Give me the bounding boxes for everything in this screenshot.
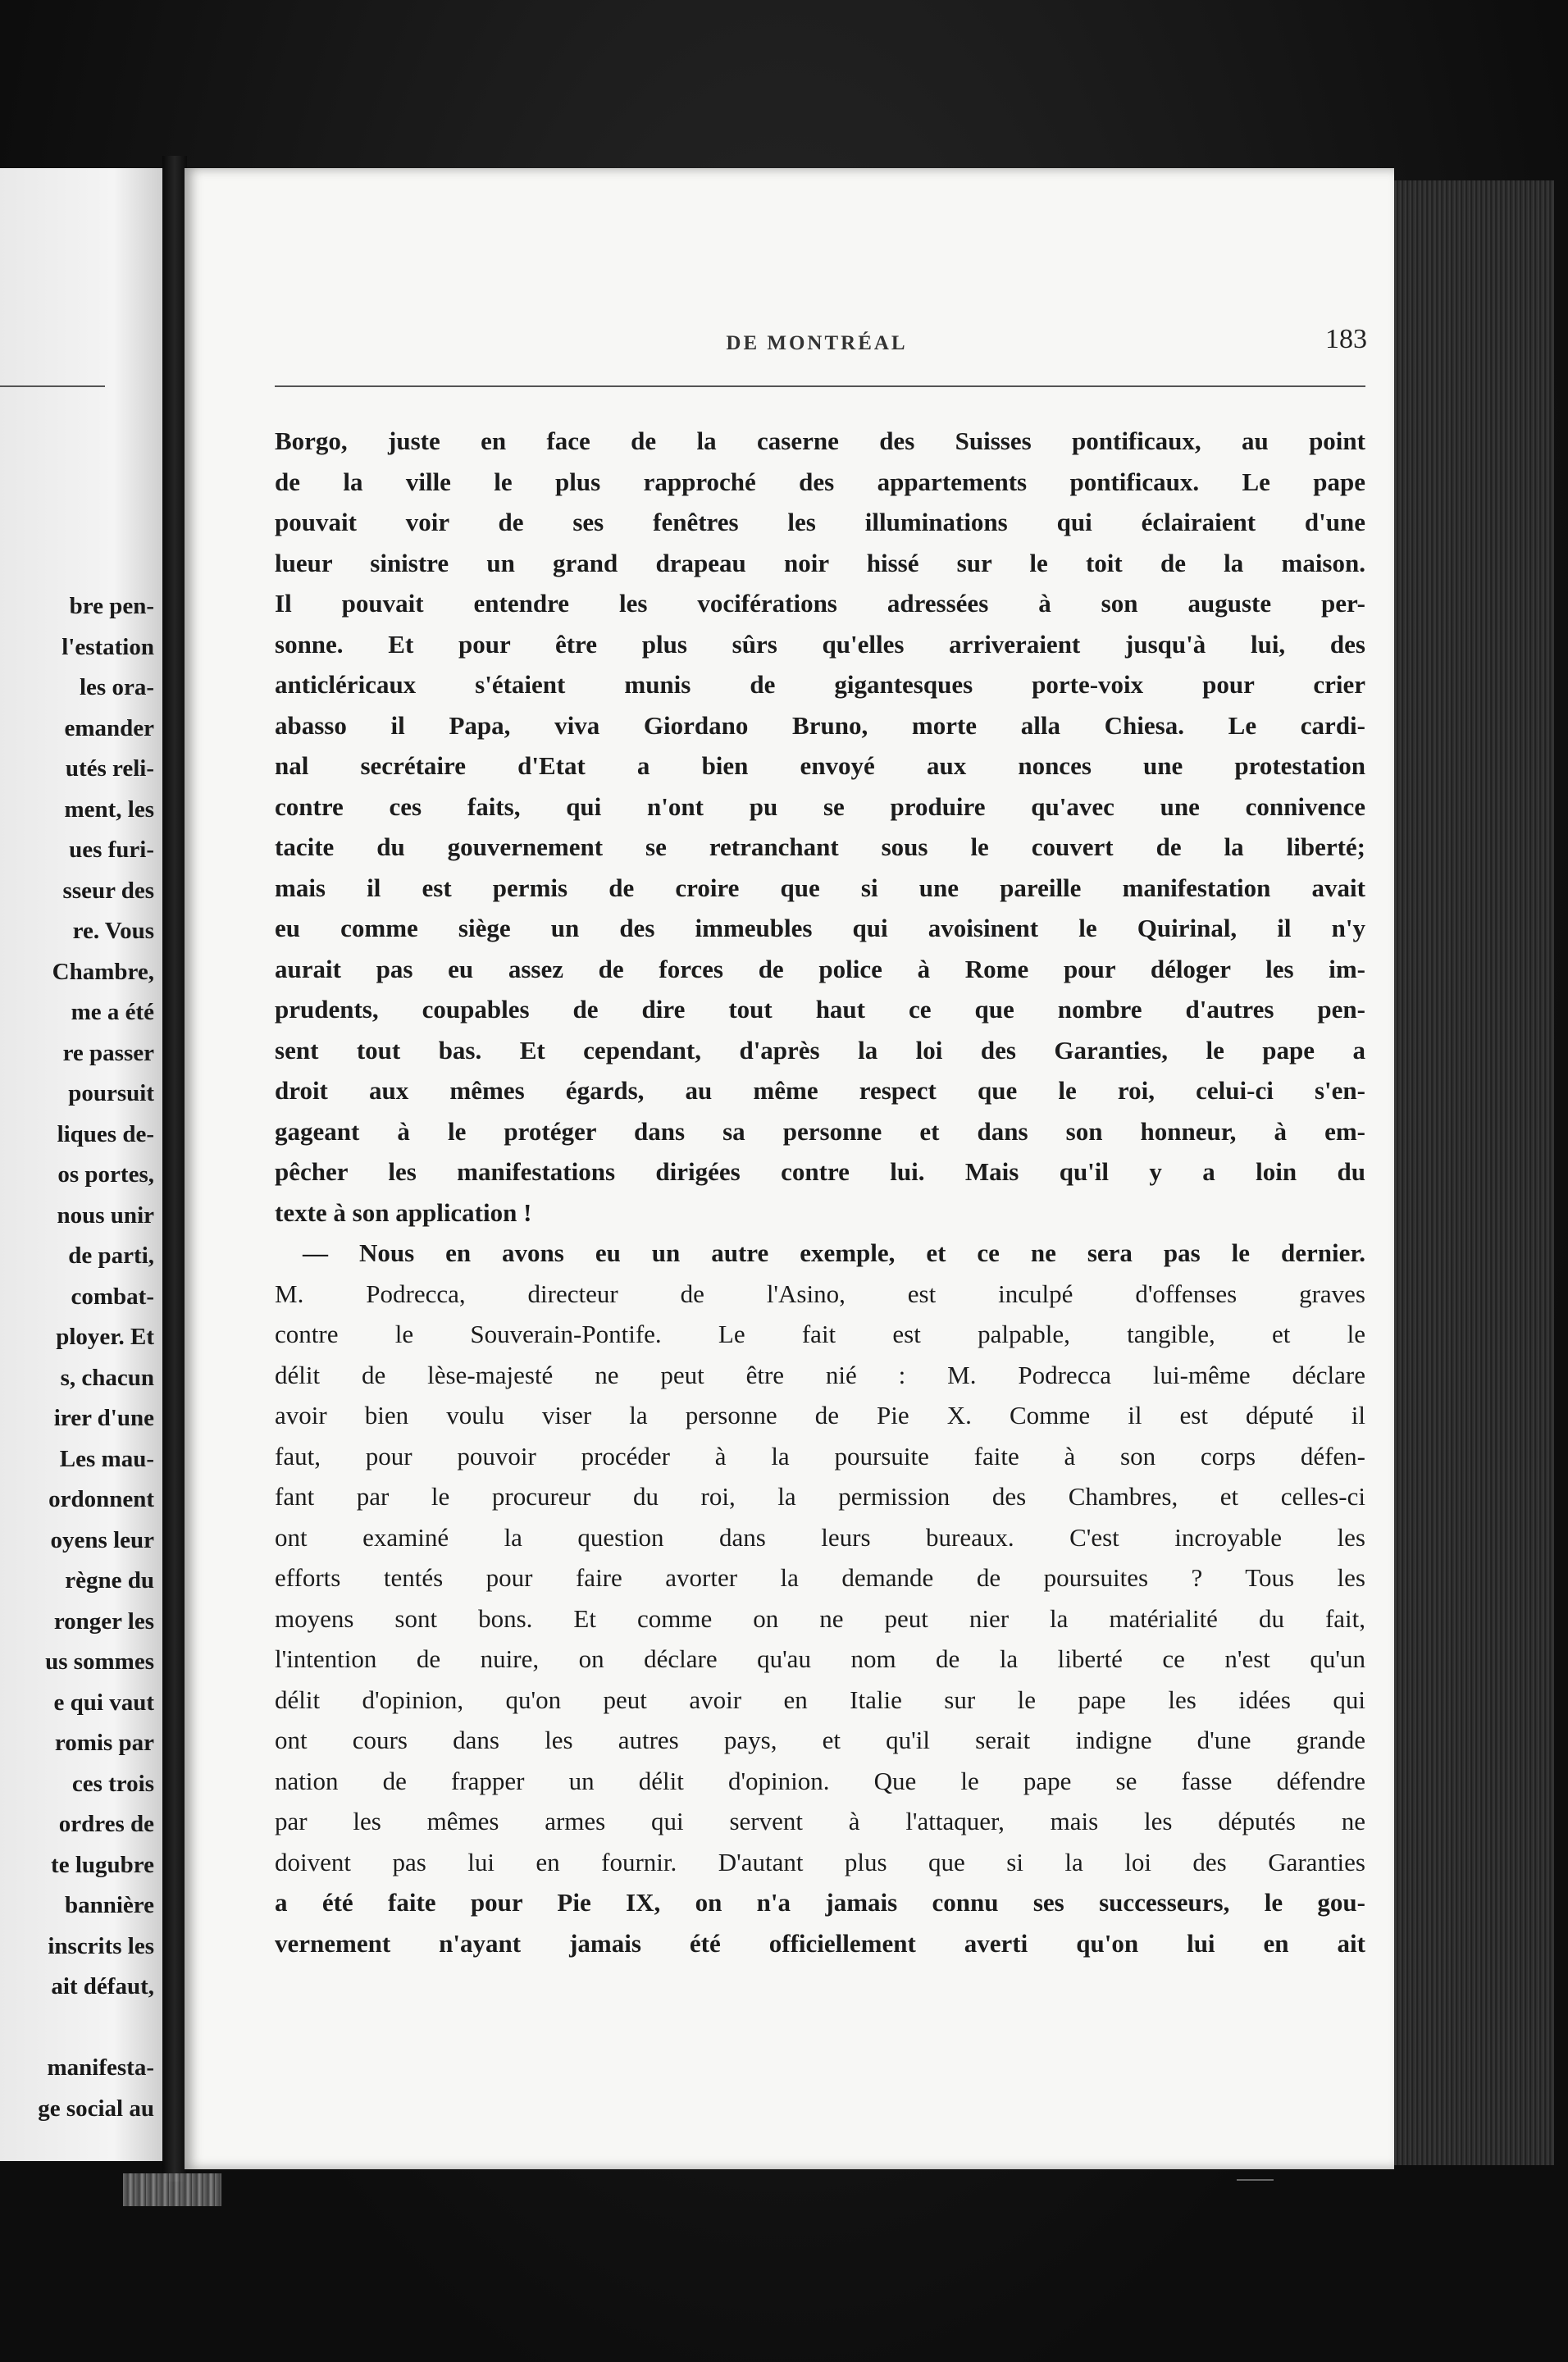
left-page-line: ment, les (64, 796, 154, 823)
left-page-line: os portes, (57, 1161, 154, 1188)
left-page-line: nous unir (57, 1202, 154, 1229)
body-line: anticléricaux s'étaient munis de gigantesques porte-voix pour crier (275, 670, 1365, 699)
left-page-line: re. Vous (72, 918, 154, 944)
left-page-line (0, 2008, 154, 2049)
left-facing-page (0, 168, 162, 2161)
body-line: Borgo, juste en face de la caserne des Suisses pontificaux, au point (275, 426, 1365, 455)
body-line: mais il est permis de croire que si une pareille manifestation avait (275, 873, 1365, 902)
body-line: droit aux mêmes égards, au même respect que le roi, celui-ci s'en- (275, 1076, 1365, 1105)
left-page-line: manifesta- (47, 2054, 154, 2081)
left-page-line: utés reli- (65, 755, 154, 782)
left-page-line: ordonnent (48, 1486, 154, 1512)
left-page-line: inscrits les (48, 1932, 154, 1959)
body-line: délit d'opinion, qu'on peut avoir en Italie sur le pape les idées qui (275, 1685, 1365, 1714)
left-page-line: emander (64, 714, 154, 741)
body-line: tacite du gouvernement se retranchant sous le couvert de la liberté; (275, 832, 1365, 861)
body-line: délit de lèse-majesté ne peut être nié : M. Podrecca lui-même déclare (275, 1360, 1365, 1389)
page-header (267, 324, 1367, 365)
body-line: avoir bien voulu viser la personne de Pie X. Comme il est député il (275, 1401, 1365, 1430)
body-line: de la ville le plus rapproché des appartements pontificaux. Le pape (275, 467, 1365, 496)
left-page-line: romis par (54, 1730, 154, 1756)
page-mark (1237, 2179, 1274, 2181)
left-page-line: poursuit (68, 1080, 154, 1106)
body-line: gageant à le protéger dans sa personne et dans son honneur, à em- (275, 1116, 1365, 1146)
left-page-line: liques de- (57, 1120, 154, 1147)
left-page-line: règne du (65, 1567, 154, 1594)
body-line: pouvait voir de ses fenêtres les illuminations qui éclairaient d'une (275, 508, 1365, 536)
left-page-line: l'estation (62, 633, 154, 660)
header-rule (275, 385, 1365, 387)
body-line: M. Podrecca, directeur de l'Asino, est inculpé d'offenses graves (275, 1279, 1365, 1308)
body-line: ont examiné la question dans leurs bureaux. C'est incroyable les (275, 1522, 1365, 1552)
binding-strip (123, 2173, 221, 2206)
body-line: efforts tentés pour faire avorter la demande de poursuites ? Tous les (275, 1563, 1365, 1592)
body-line: abasso il Papa, viva Giordano Bruno, morte alla Chiesa. Le cardi- (275, 710, 1365, 740)
left-page-line: te lugubre (51, 1851, 154, 1878)
body-line: par les mêmes armes qui servent à l'attaquer, mais les députés ne (275, 1807, 1365, 1835)
body-text (275, 421, 1365, 1963)
left-page-line: s, chacun (60, 1364, 154, 1391)
body-line: texte à son application ! (275, 1197, 532, 1227)
left-page-line: me a été (71, 999, 154, 1025)
book-fore-edge (1394, 180, 1554, 2165)
body-line: Il pouvait entendre les vociférations adressées à son auguste per- (275, 589, 1365, 618)
body-line: lueur sinistre un grand drapeau noir hissé sur le toit de la maison. (275, 548, 1365, 577)
left-page-line: ordres de (58, 1811, 154, 1837)
left-page-line: ait défaut, (51, 1973, 154, 1999)
left-page-line: ues furi- (69, 837, 154, 863)
left-page-line: Chambre, (52, 958, 154, 985)
body-line: pêcher les manifestations dirigées contre lui. Mais qu'il y a loin du (275, 1157, 1365, 1186)
left-page-line: les ora- (80, 674, 154, 700)
body-line: nation de frapper un délit d'opinion. Que le pape se fasse défendre (275, 1766, 1365, 1795)
body-line: ont cours dans les autres pays, et qu'il serait indigne d'une grande (275, 1726, 1365, 1754)
left-page-line: ge social au (38, 2095, 154, 2122)
left-page-line: bannière (64, 1892, 154, 1918)
left-page-line: re passer (62, 1039, 154, 1066)
body-line: aurait pas eu assez de forces de police à Rome pour déloger les im- (275, 954, 1365, 983)
left-page-line: sseur des (62, 877, 154, 904)
left-header-rule (0, 385, 105, 387)
book-gutter (162, 156, 187, 2182)
body-line: a été faite pour Pie IX, on n'a jamais connu ses successeurs, le gou- (275, 1888, 1365, 1917)
body-line: contre ces faits, qui n'ont pu se produire qu'avec une connivence (275, 791, 1365, 821)
body-line: contre le Souverain-Pontife. Le fait est palpable, tangible, et le (275, 1320, 1365, 1348)
left-page-line: combat- (71, 1283, 154, 1310)
left-page-line: irer d'une (53, 1405, 154, 1431)
body-line: doivent pas lui en fournir. D'autant plus que si la loi des Garanties (275, 1847, 1365, 1876)
body-line: fant par le procureur du roi, la permission des Chambres, et celles-ci (275, 1482, 1365, 1511)
running-head: DE MONTRÉAL (726, 332, 908, 354)
body-line: faut, pour pouvoir procéder à la poursuite faite à son corps défen- (275, 1441, 1365, 1471)
body-line: moyens sont bons. Et comme on ne peut nier la matérialité du fait, (275, 1603, 1365, 1633)
left-page-line: Les mau- (59, 1445, 154, 1472)
body-line: l'intention de nuire, on déclare qu'au nom de la liberté ce n'est qu'un (275, 1644, 1365, 1673)
left-page-line: e qui vaut (53, 1689, 154, 1716)
left-page-line: oyens leur (50, 1526, 154, 1553)
left-page-line: de parti, (68, 1243, 154, 1269)
left-page-line: us sommes (45, 1648, 154, 1675)
body-line: eu comme siège un des immeubles qui avoisinent le Quirinal, il n'y (275, 914, 1365, 942)
body-line: — Nous en avons eu un autre exemple, et ce ne sera pas le dernier. (303, 1238, 1365, 1267)
body-line: sonne. Et pour être plus sûrs qu'elles arriveraient jusqu'à lui, des (275, 629, 1365, 659)
left-page-line: ces trois (71, 1770, 154, 1797)
body-line: nal secrétaire d'Etat a bien envoyé aux nonces une protestation (275, 751, 1365, 780)
left-page-text (0, 586, 154, 2129)
left-page-line: ployer. Et (56, 1324, 154, 1350)
page-number: 183 (1325, 324, 1367, 354)
body-line: vernement n'ayant jamais été officiellement averti qu'on lui en ait (275, 1928, 1365, 1958)
body-line: sent tout bas. Et cependant, d'après la loi des Garanties, le pape a (275, 1035, 1365, 1065)
book-page (185, 168, 1394, 2169)
left-page-line: bre pen- (69, 593, 154, 619)
left-page-line: ronger les (53, 1607, 154, 1635)
body-line: prudents, coupables de dire tout haut ce que nombre d'autres pen- (275, 995, 1365, 1024)
